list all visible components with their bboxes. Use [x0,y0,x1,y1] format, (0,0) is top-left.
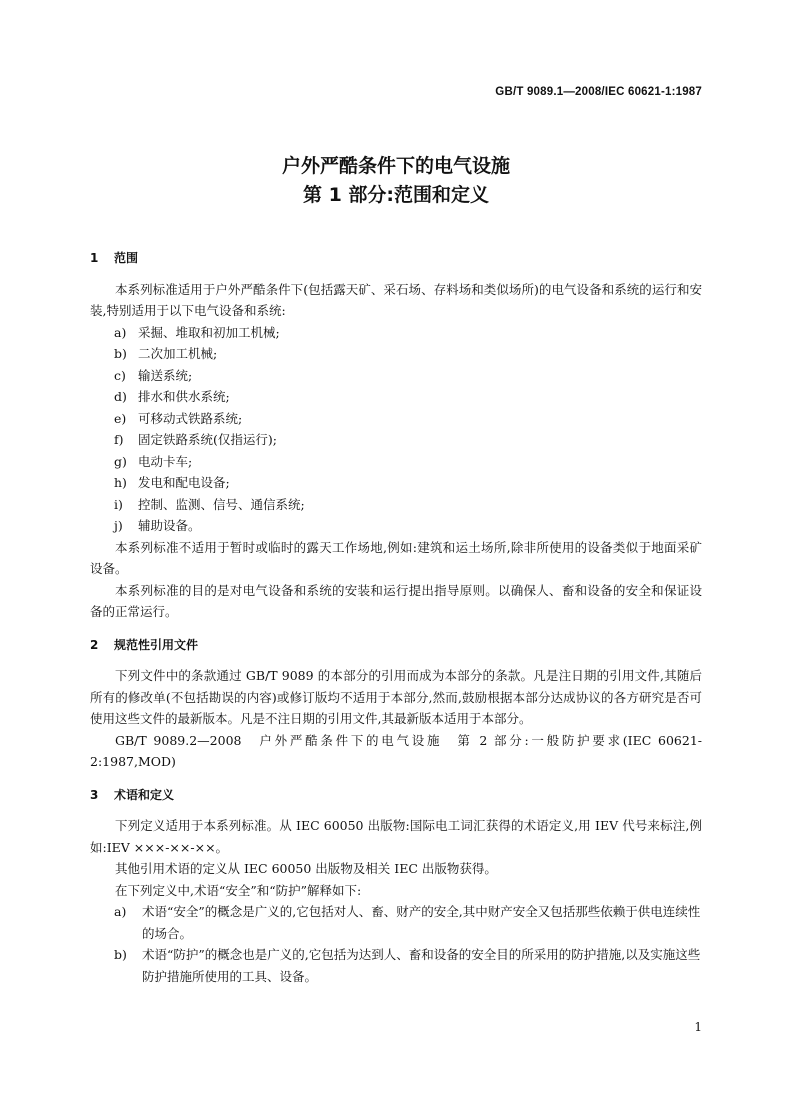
list-text: 二次加工机械; [138,346,218,361]
section-title: 规范性引用文件 [114,637,199,652]
list-marker: h) [114,475,127,490]
normative-reference-entry: GB/T 9089.2—2008 户外严酷条件下的电气设施 第 2 部分:一般防护要求(IEC 60621-2:1987,MOD) [90,732,702,769]
list-text: 辅助设备。 [138,518,201,533]
definitions-intro: 下列定义适用于本系列标准。从 IEC 60050 出版物:国际电工词汇获得的术语定义,用 IEV 代号来标注,例如:IEV ×××-××-××。 [90,818,702,855]
list-item [90,472,702,494]
list-item [90,365,702,387]
list-item [90,944,702,987]
list-marker: g) [114,453,127,469]
list-item [90,408,702,430]
section-number: 3 [90,787,99,802]
scope-intro: 本系列标准适用于户外严酷条件下(包括露天矿、采石场、存料场和类似场所)的电气设备和系统的运行和安装,特别适用于以下电气设备和系统: [90,281,702,318]
list-text: 术语“安全”的概念是广义的,它包括对人、畜、财产的安全,其中财产安全又包括那些依赖于供电连续性的场合。 [142,904,701,941]
list-item [90,494,702,516]
title-line-2: 第 1 部分:范围和定义 [302,184,490,206]
list-marker: a) [114,904,127,919]
definitions-terms-intro: 在下列定义中,术语“安全”和“防护”解释如下: [115,882,362,898]
section-2-heading [90,635,702,657]
section-1-heading [90,248,702,270]
list-marker: b) [114,947,127,962]
list-item [90,429,702,451]
list-text: 发电和配电设备; [138,475,230,490]
section-number: 2 [90,637,99,652]
section-number: 1 [90,251,99,265]
list-marker: b) [114,346,127,361]
list-text: 排水和供水系统; [138,389,230,404]
list-text: 电动卡车; [138,453,193,469]
document-body [90,248,702,987]
scope-exclusion: 本系列标准不适用于暂时或临时的露天工作场地,例如:建筑和运土场所,除非所使用的设备类似于地面采矿设备。 [90,539,702,576]
list-text: 术语“防护”的概念也是广义的,它包括为达到人、畜和设备的安全目的所采用的防护措施,以及实施这些防护措施所使用的工具、设备。 [142,947,701,984]
list-marker: j) [114,518,123,533]
list-marker: a) [114,324,127,340]
list-text: 控制、监测、信号、通信系统; [138,496,305,512]
document-title [0,152,792,210]
list-item [90,901,702,944]
list-text: 输送系统; [138,367,193,383]
list-item [90,322,702,344]
list-marker: i) [114,496,123,512]
list-text: 采掘、堆取和初加工机械; [138,324,280,340]
list-item [90,343,702,365]
normative-references-intro: 下列文件中的条款通过 GB/T 9089 的本部分的引用而成为本部分的条款。凡是注日期的引用文件,其随后所有的修改单(不包括勘误的内容)或修订版均不适用于本部分,然而,鼓励根据本部分达成协议的各方研究是否可使用这些文件的最新版本。凡是不注日期的引用文件,其最新版本适用于本部分。 [90,668,702,726]
list-marker: e) [114,410,127,426]
standard-number: GB/T 9089.1—2008/IEC 60621-1:1987 [495,86,702,98]
list-text: 固定铁路系统(仅指运行); [138,432,277,447]
definitions-other: 其他引用术语的定义从 IEC 60050 出版物及相关 IEC 出版物获得。 [115,861,497,876]
list-marker: c) [114,367,126,383]
section-title: 范围 [114,251,139,265]
list-item [90,451,702,473]
scope-purpose: 本系列标准的目的是对电气设备和系统的安装和运行提出指导原则。以确保人、畜和设备的安全和保证设备的正常运行。 [90,582,702,619]
page-number: 1 [694,1020,702,1034]
title-line-1: 户外严酷条件下的电气设施 [281,155,510,177]
list-marker: d) [114,389,127,404]
list-item [90,386,702,408]
section-title: 术语和定义 [114,787,175,802]
list-marker: f) [114,432,124,447]
list-text: 可移动式铁路系统; [138,410,243,426]
section-3-heading [90,785,702,807]
list-item [90,515,702,537]
